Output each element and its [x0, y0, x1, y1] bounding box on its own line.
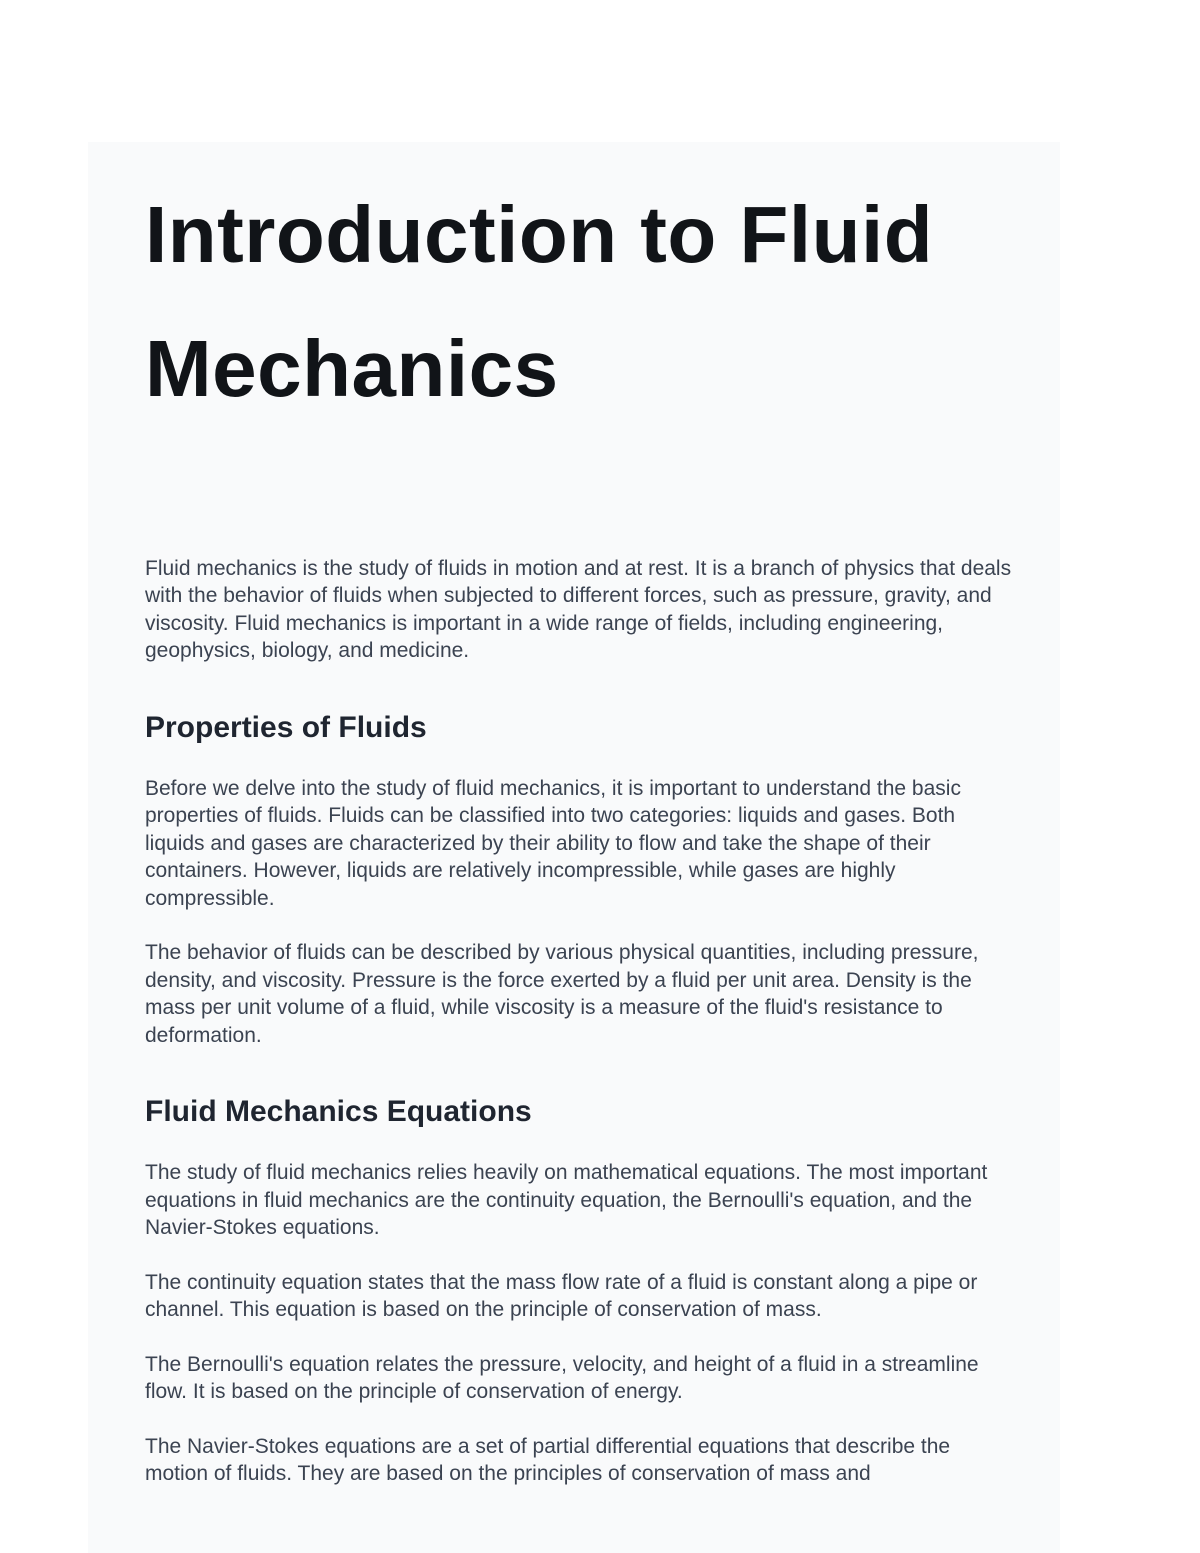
- section-heading-fluid-mechanics-equations: Fluid Mechanics Equations: [145, 1095, 532, 1129]
- section-properties-of-fluids: [145, 711, 1016, 1050]
- intro-paragraph: Fluid mechanics is the study of fluids in motion and at rest. It is a branch of physics that deals with the behavior of fluids when subjected to different forces, such as pressure, gravity, and viscosity. Fluid mechanics is important in a wide range of fields, including engineering, geophysics, biology, and medicine.: [145, 556, 1012, 663]
- body-paragraph: The continuity equation states that the mass flow rate of a fluid is constant along a pipe or channel. This equation is based on the principle of conservation of mass.: [145, 1270, 978, 1322]
- section-heading-properties-of-fluids: Properties of Fluids: [145, 710, 427, 744]
- section-fluid-mechanics-equations: [145, 1095, 1016, 1488]
- body-paragraph: The behavior of fluids can be described by various physical quantities, including pressure, density, and viscosity. Pressure is the force exerted by a fluid per unit area. Density is the mass per unit volume of a fluid, while viscosity is a measure of the fluid's resistance to deformation.: [145, 941, 979, 1047]
- body-paragraph: The Navier-Stokes equations are a set of partial differential equations that describe the motion of fluids. They are based on the principles of conservation of mass and: [145, 1434, 951, 1486]
- document-title: Introduction to Fluid Mechanics: [145, 190, 934, 414]
- document-page: [88, 142, 1060, 1553]
- body-paragraph: Before we delve into the study of fluid mechanics, it is important to understand the basic properties of fluids. Fluids can be classified into two categories: liquids and gases. Both liquids and gases are characterized by their ability to flow and take the shape of their containers. However, liquids are relatively incompressible, while gases are highly compressible.: [145, 776, 961, 910]
- body-paragraph: The study of fluid mechanics relies heavily on mathematical equations. The most important equations in fluid mechanics are the continuity equation, the Bernoulli's equation, and the Navier-Stokes equations.: [145, 1161, 988, 1240]
- body-paragraph: The Bernoulli's equation relates the pressure, velocity, and height of a fluid in a streamline flow. It is based on the principle of conservation of energy.: [145, 1352, 979, 1404]
